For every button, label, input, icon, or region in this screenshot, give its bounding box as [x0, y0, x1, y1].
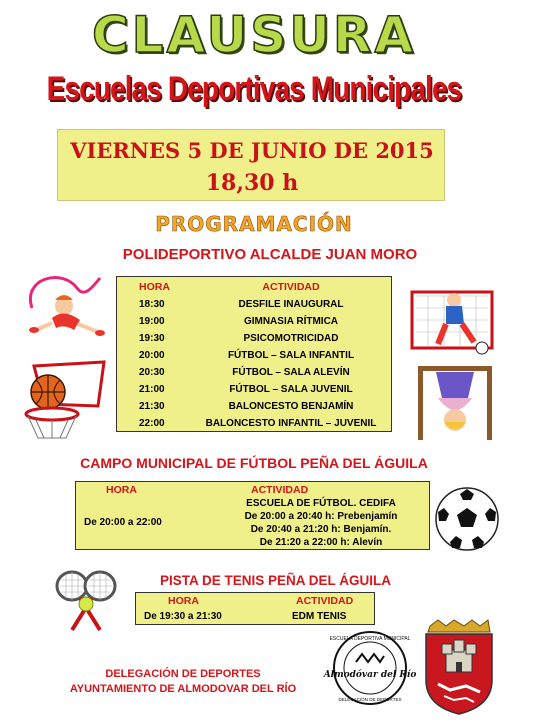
child-on-bar-icon — [414, 362, 496, 442]
footer-line-1: DELEGACIÓN DE DEPORTES — [105, 668, 261, 680]
cell-actividad: PSICOMOTRICIDAD — [243, 333, 339, 344]
basketball-hoop-icon — [14, 360, 106, 442]
table-row — [117, 398, 393, 415]
cell-hora: 20:30 — [139, 367, 165, 378]
venue-3-table — [135, 592, 375, 625]
poster-subtitle: Escuelas Deportivas Municipales — [46, 70, 462, 108]
cell-actividad: FÚTBOL – SALA INFANTIL — [227, 350, 355, 361]
venue-2-table — [75, 481, 430, 550]
venue-1-name: POLIDEPORTIVO ALCALDE JUAN MORO — [122, 246, 418, 263]
soccer-player-icon — [408, 288, 496, 358]
activity-line: De 21:20 a 22:00 h: Alevín — [259, 537, 383, 548]
cell-hora: De 19:30 a 21:30 — [144, 611, 222, 622]
coat-of-arms — [420, 618, 498, 716]
table-row — [117, 381, 393, 398]
venue-3-name: PISTA DE TENIS PEÑA DEL ÁGUILA — [160, 573, 392, 588]
table-row — [117, 296, 393, 313]
table-row — [117, 415, 393, 432]
footer-line-2: AYUNTAMIENTO DE ALMODOVAR DEL RÍO — [69, 683, 297, 695]
venue-1-table — [116, 276, 392, 432]
header-hora: HORA — [139, 281, 170, 293]
table-header — [117, 279, 393, 296]
activity-line: De 20:40 a 21:20 h: Benjamín. — [250, 524, 392, 535]
cell-hora: 19:00 — [139, 316, 165, 327]
activity-line: ESCUELA DE FÚTBOL. CEDIFA — [246, 498, 396, 509]
header-actividad: ACTIVIDAD — [296, 595, 354, 607]
cell-actividad: BALONCESTO BENJAMÍN — [228, 401, 354, 412]
header-actividad: ACTIVIDAD — [262, 281, 320, 293]
cell-hora: 21:30 — [139, 401, 165, 412]
cell-actividad: FÚTBOL – SALA ALEVÍN — [232, 367, 350, 378]
cell-hora: 20:00 — [139, 350, 165, 361]
seal-center-text: Almodóvar del Río — [323, 670, 417, 680]
table-row — [117, 313, 393, 330]
venue-2-name: CAMPO MUNICIPAL DE FÚTBOL PEÑA DEL ÁGUILA — [80, 455, 428, 471]
cell-hora: 21:00 — [139, 384, 165, 395]
header-actividad: ACTIVIDAD — [251, 484, 309, 496]
table-row — [117, 347, 393, 364]
cell-actividad: EDM TENIS — [292, 611, 347, 622]
gymnast-icon — [22, 268, 110, 348]
cell-actividad: BALONCESTO INFANTIL – JUVENIL — [205, 418, 377, 429]
seal-logo — [323, 630, 417, 706]
activity-line: De 20:00 a 20:40 h: Prebenjamín — [244, 511, 398, 522]
event-time: 18,30 h — [205, 170, 299, 196]
cell-hora: 19:30 — [139, 333, 165, 344]
table-row — [117, 364, 393, 381]
section-heading: PROGRAMACIÓN — [155, 212, 353, 236]
cell-hora: 22:00 — [139, 418, 165, 429]
event-date: VIERNES 5 DE JUNIO DE 2015 — [70, 138, 434, 163]
tennis-rackets-icon — [50, 568, 122, 634]
header-hora: HORA — [106, 484, 137, 496]
poster-title: CLAUSURA — [91, 6, 417, 64]
soccer-ball-icon — [434, 486, 500, 552]
header-hora: HORA — [168, 595, 199, 607]
table-row — [117, 330, 393, 347]
seal-top-text: ESCUELA DEPORTIVA MUNICIPAL — [329, 636, 411, 642]
cell-actividad: GIMNASIA RÍTMICA — [243, 316, 339, 327]
seal-bottom-text: DELEGACIÓN DE DEPORTES — [338, 697, 402, 702]
cell-hora: 18:30 — [139, 299, 165, 310]
cell-hora: De 20:00 a 22:00 — [84, 517, 162, 528]
date-box — [57, 129, 445, 201]
cell-actividad: FÚTBOL – SALA JUVENIL — [229, 384, 353, 395]
cell-actividad: DESFILE INAUGURAL — [238, 299, 344, 310]
